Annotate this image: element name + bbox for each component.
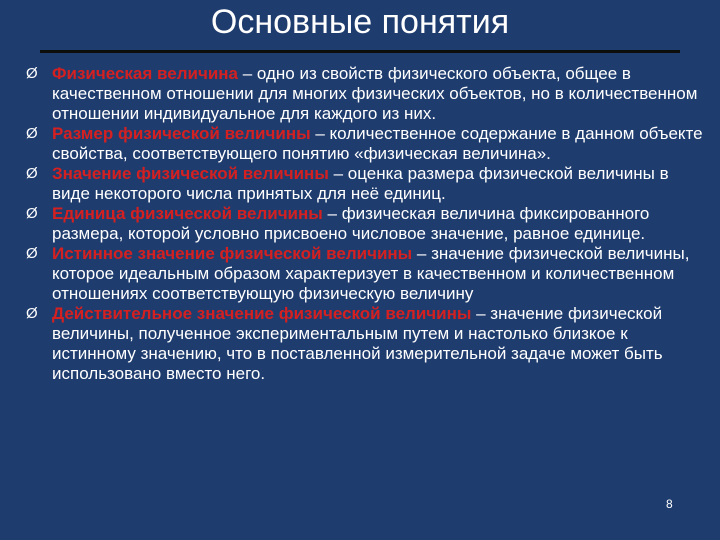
arrow-bullet-icon: Ø (26, 245, 38, 262)
list-item (0, 124, 720, 164)
arrow-bullet-icon: Ø (26, 165, 38, 182)
term-label: Действительное значение физической величины (52, 304, 472, 323)
page-number: 8 (666, 497, 673, 511)
arrow-bullet-icon: Ø (26, 205, 38, 222)
term-label: Единица физической величины (52, 204, 323, 223)
list-item (0, 204, 720, 244)
term-definition: – значение физической величины, полученное экспериментальным путем и настолько близкое к истинному значению, что в поставленной измерительной задаче может быть использовано вместо него. (52, 304, 663, 383)
arrow-bullet-icon: Ø (26, 65, 38, 82)
term-definition: – оценка размера физической величины в виде некоторого числа принятых для неё единиц. (52, 164, 669, 203)
list-item (0, 64, 720, 124)
title-divider (40, 50, 680, 53)
term-definition: – значение физической величины, которое идеальным образом характеризует в качественном и количественном отношениях соответствующую физическую величину (52, 244, 690, 303)
term-label: Размер физической величины (52, 124, 311, 143)
list-item (0, 244, 720, 304)
arrow-bullet-icon: Ø (26, 305, 38, 322)
definitions-list (0, 64, 720, 384)
term-label: Значение физической величины (52, 164, 329, 183)
page-title: Основные понятия (210, 3, 510, 41)
term-label: Физическая величина (52, 64, 238, 83)
arrow-bullet-icon: Ø (26, 125, 38, 142)
list-item (0, 164, 720, 204)
list-item (0, 304, 720, 384)
term-definition: – физическая величина фиксированного размера, которой условно присвоено числовое значение, равное единице. (52, 204, 650, 243)
term-definition: – одно из свойств физического объекта, общее в качественном отношении для многих физических объектов, но в количественном отношении индивидуальное для каждого из них. (52, 64, 698, 123)
term-definition: – количественное содержание в данном объекте свойства, соответствующего понятию «физическая величина». (52, 124, 703, 163)
term-label: Истинное значение физической величины (52, 244, 413, 263)
